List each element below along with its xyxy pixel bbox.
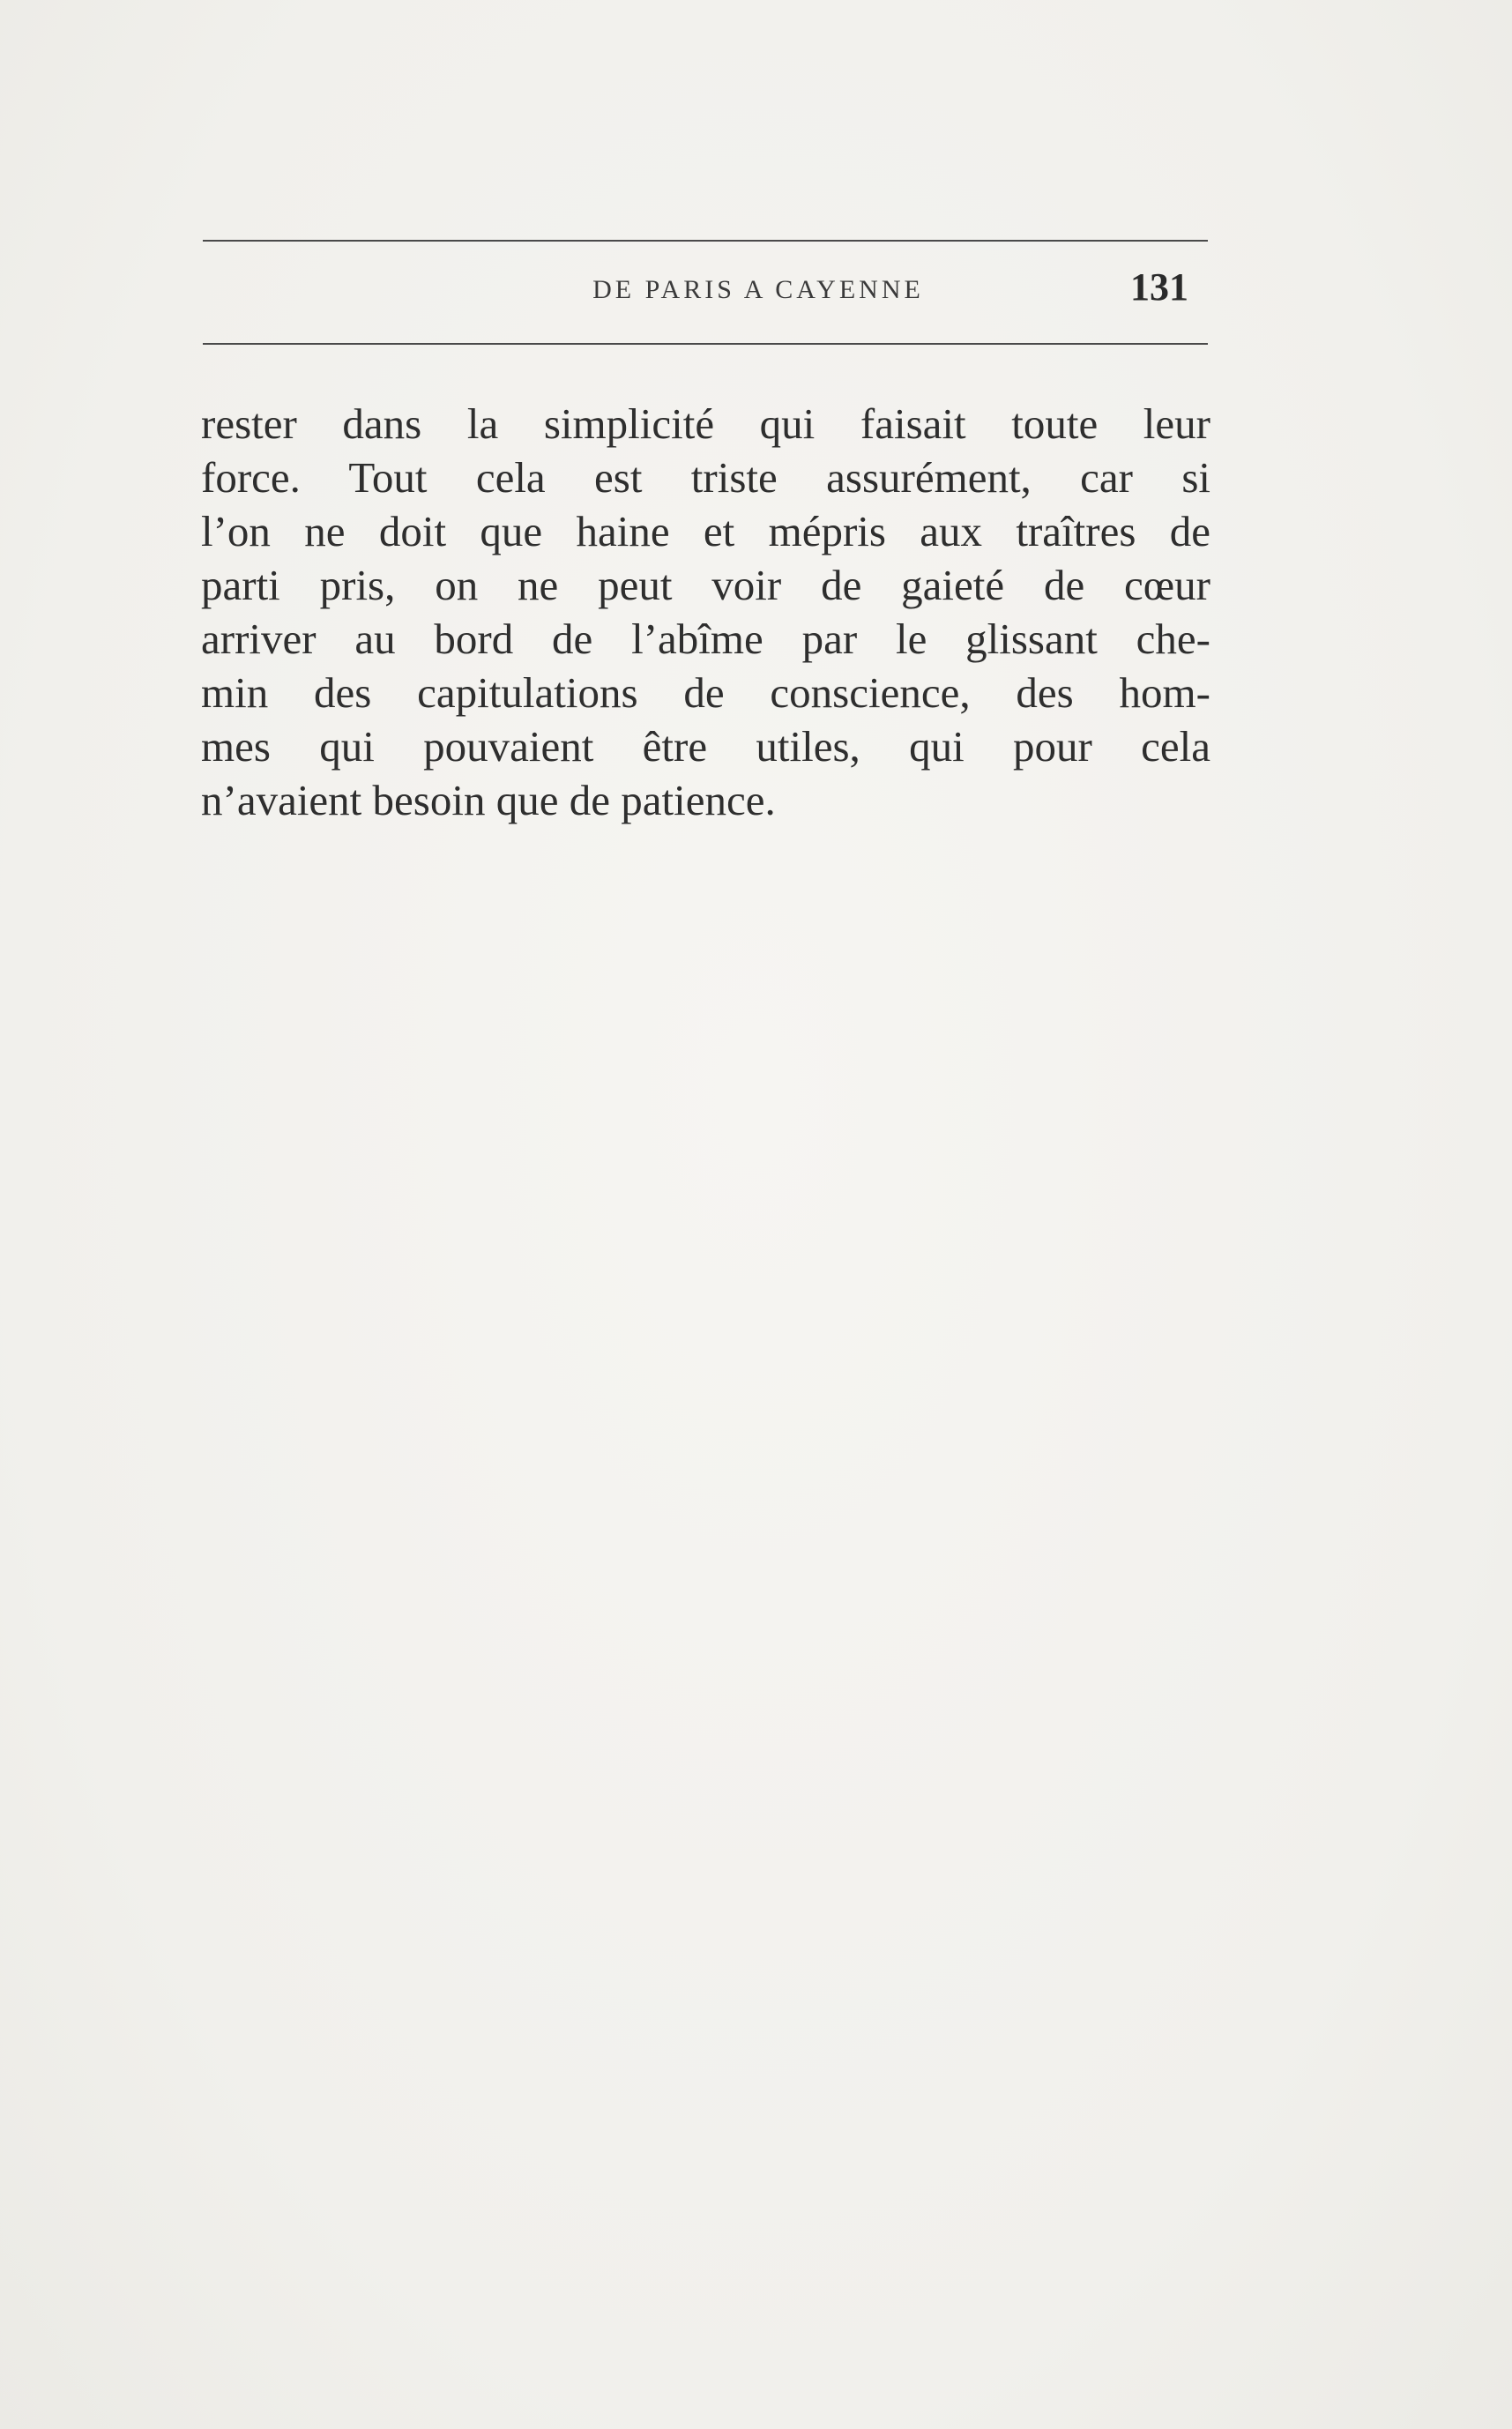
- text-line: parti pris, on ne peut voir de gaieté de cœur: [201, 561, 1210, 609]
- text-line: min des capitulations de conscience, des hom-: [201, 668, 1210, 717]
- running-head: [203, 265, 1208, 317]
- text-line: l’on ne doit que haine et mépris aux traîtres de: [201, 507, 1210, 555]
- running-head-title: DE PARIS A CAYENNE: [592, 275, 924, 304]
- header-top-rule: [203, 240, 1208, 242]
- text-line: mes qui pouvaient être utiles, qui pour cela: [201, 722, 1210, 771]
- text-line: n’avaient besoin que de patience.: [201, 776, 776, 824]
- header-bottom-rule: [203, 343, 1208, 345]
- text-line: force. Tout cela est triste assurément, car si: [201, 453, 1210, 502]
- text-line: rester dans la simplicité qui faisait toute leur: [201, 399, 1210, 448]
- body-text: [201, 397, 1210, 827]
- text-line: arriver au bord de l’abîme par le glissant che-: [201, 615, 1210, 663]
- page-number: 131: [1130, 265, 1188, 309]
